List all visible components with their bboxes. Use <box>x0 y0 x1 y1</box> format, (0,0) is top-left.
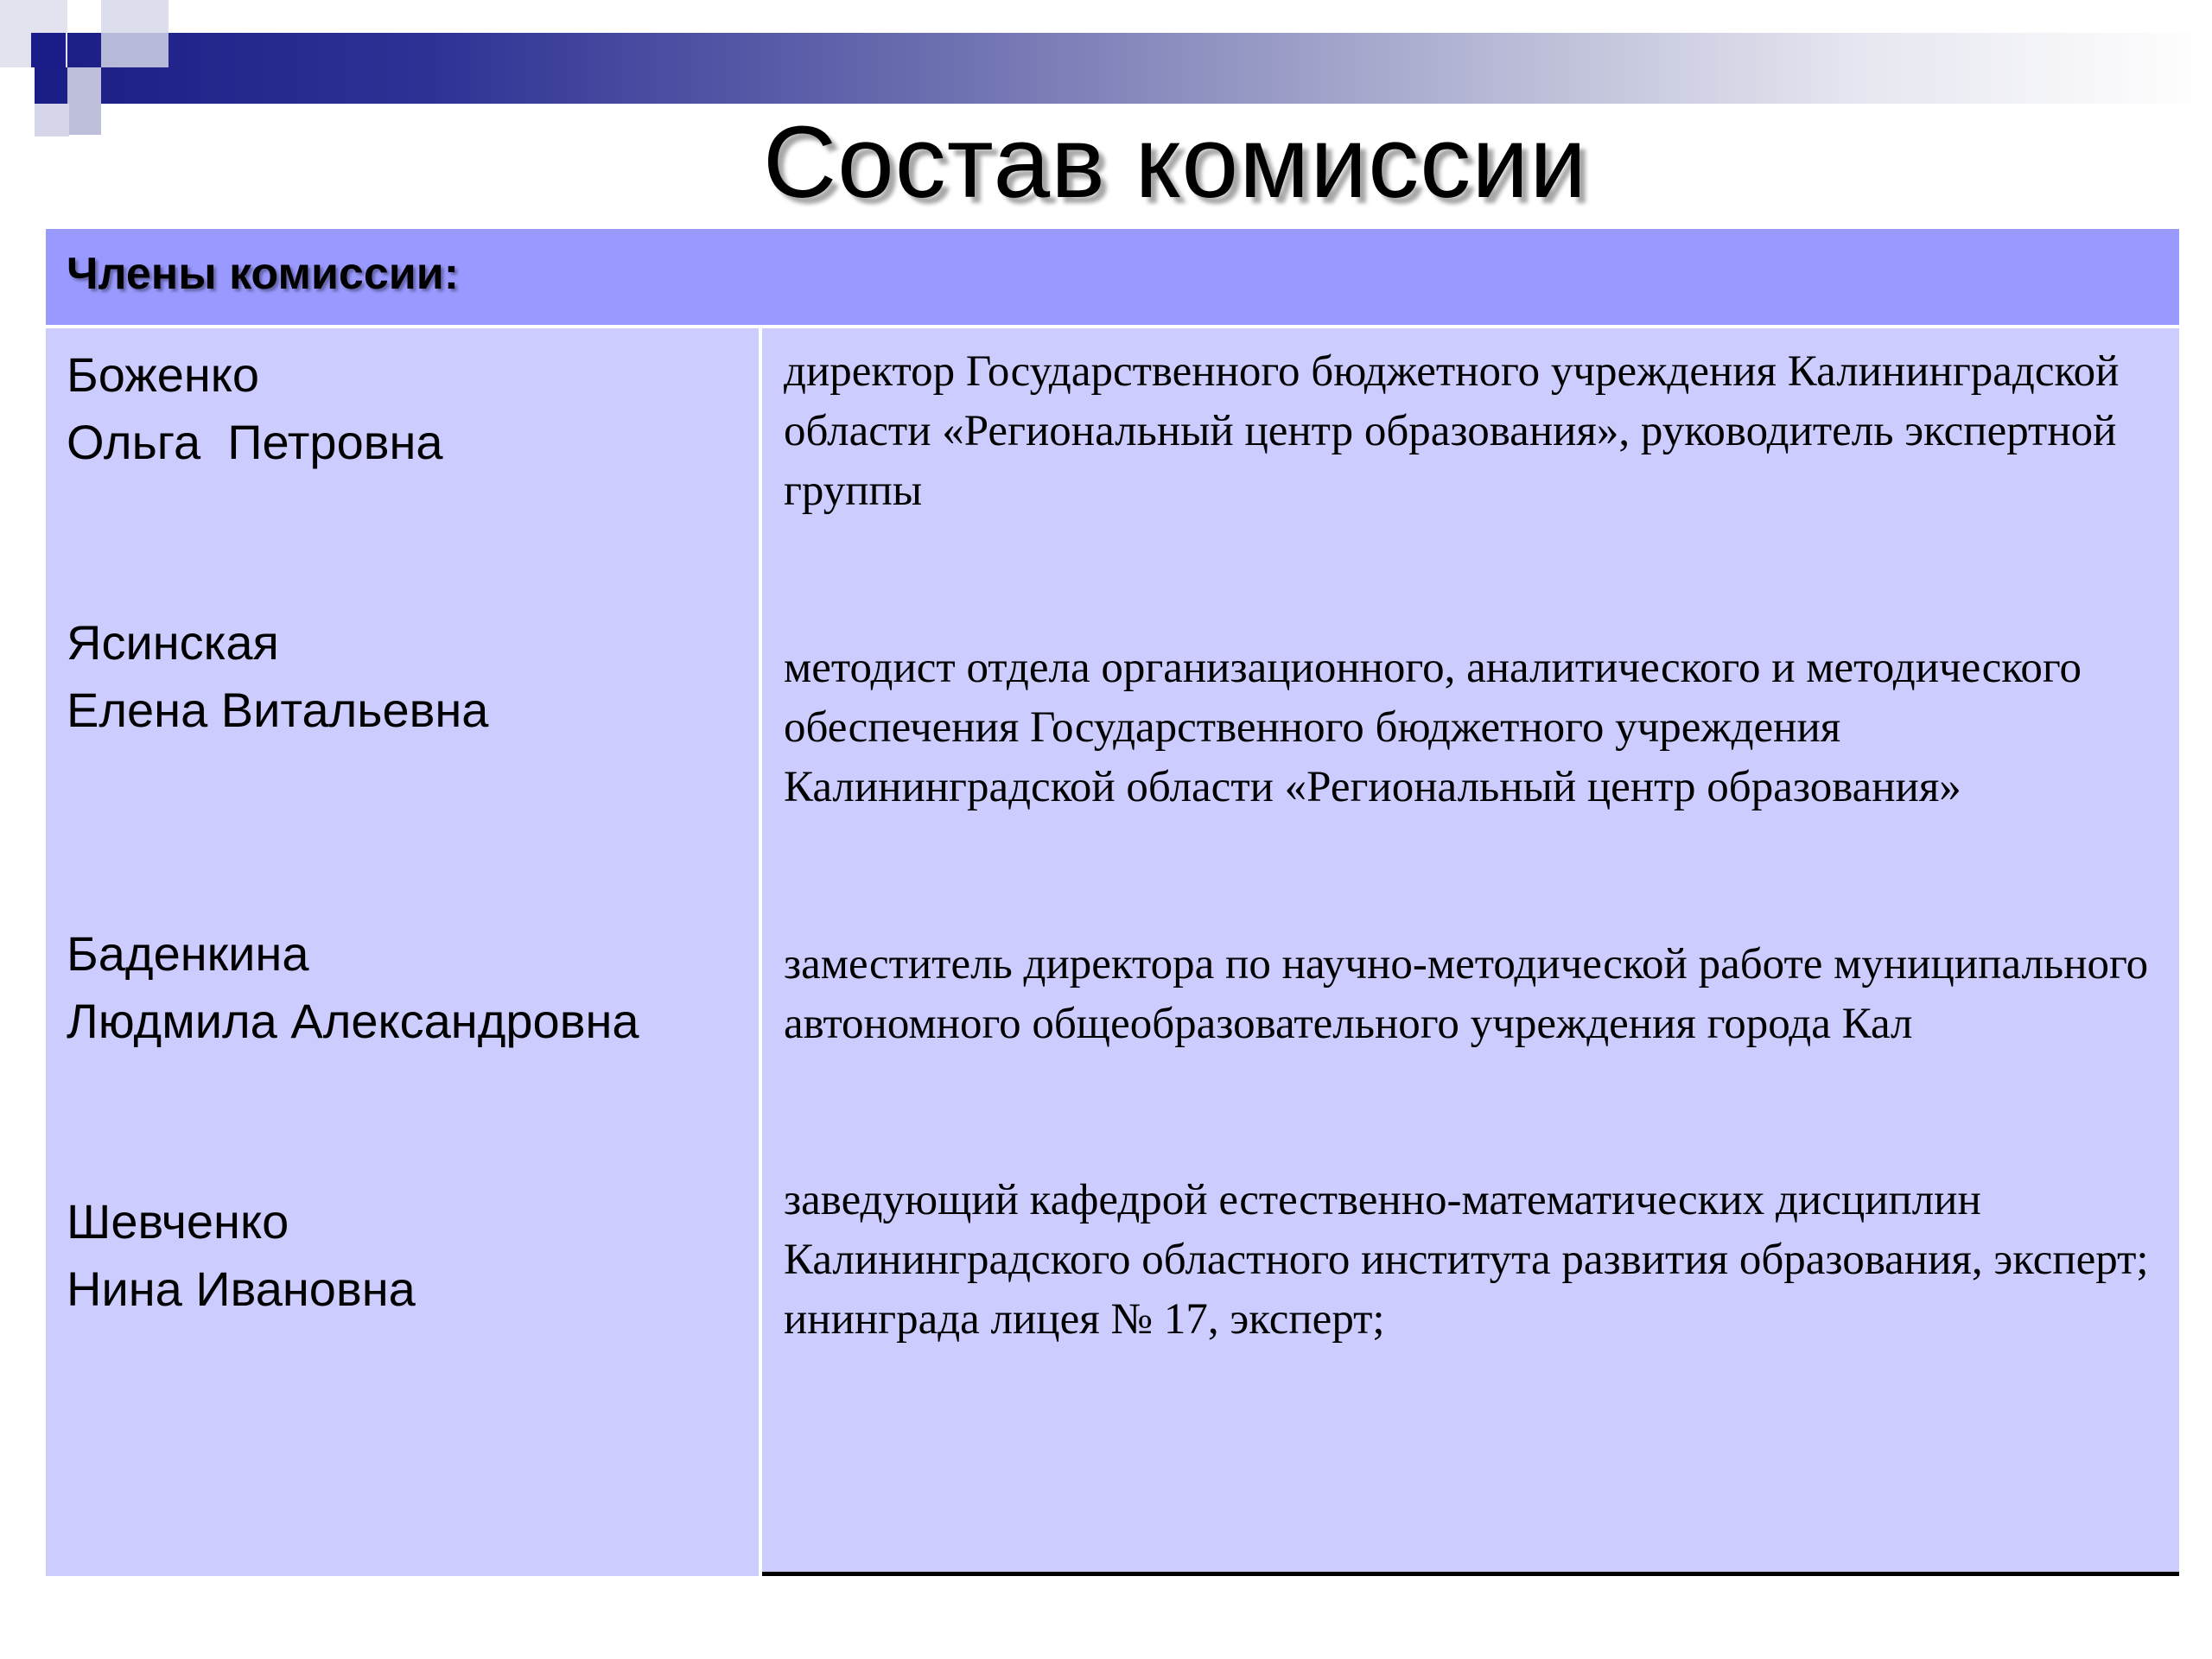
member-surname: Боженко <box>67 347 260 402</box>
member-surname: Ясинская <box>67 615 279 670</box>
member-name <box>67 920 639 1055</box>
member-position: заместитель директора по научно-методической работе муниципального автономного общеобразовательного учреждения города Кал <box>784 940 2149 1048</box>
table-header-label: Члены комиссии: <box>67 249 460 299</box>
member-given-names: Ольга Петровна <box>67 415 443 469</box>
decor-square <box>101 33 168 67</box>
table-header <box>46 229 2179 328</box>
member-given-names: Елена Витальевна <box>67 683 489 737</box>
decor-topbar <box>35 33 2212 104</box>
member-position: заведующий кафедрой естественно-математических дисциплин Калининградского областного института развития образования, эксперт; ининграда лицея № 17, эксперт; <box>784 1176 2149 1344</box>
member-name <box>67 1188 416 1323</box>
members-table <box>46 229 2179 1576</box>
member-name <box>67 341 443 476</box>
decor-square <box>101 0 168 33</box>
member-position: директор Государственного бюджетного учреждения Калининградской области «Региональный центр образования», руководитель экспертной группы <box>784 347 2120 515</box>
member-position: методист отдела организационного, аналитического и методического обеспечения Государственного бюджетного учреждения Калининградской области «Региональный центр образования» <box>784 644 2082 811</box>
member-given-names: Нина Ивановна <box>67 1262 416 1316</box>
member-surname: Баденкина <box>67 926 309 981</box>
slide-title: Состав комиссии <box>762 105 1588 219</box>
member-surname: Шевченко <box>67 1194 289 1249</box>
member-given-names: Людмила Александровна <box>67 994 639 1048</box>
member-name <box>67 609 488 744</box>
decor-square <box>31 33 66 67</box>
decor-square <box>0 67 35 102</box>
